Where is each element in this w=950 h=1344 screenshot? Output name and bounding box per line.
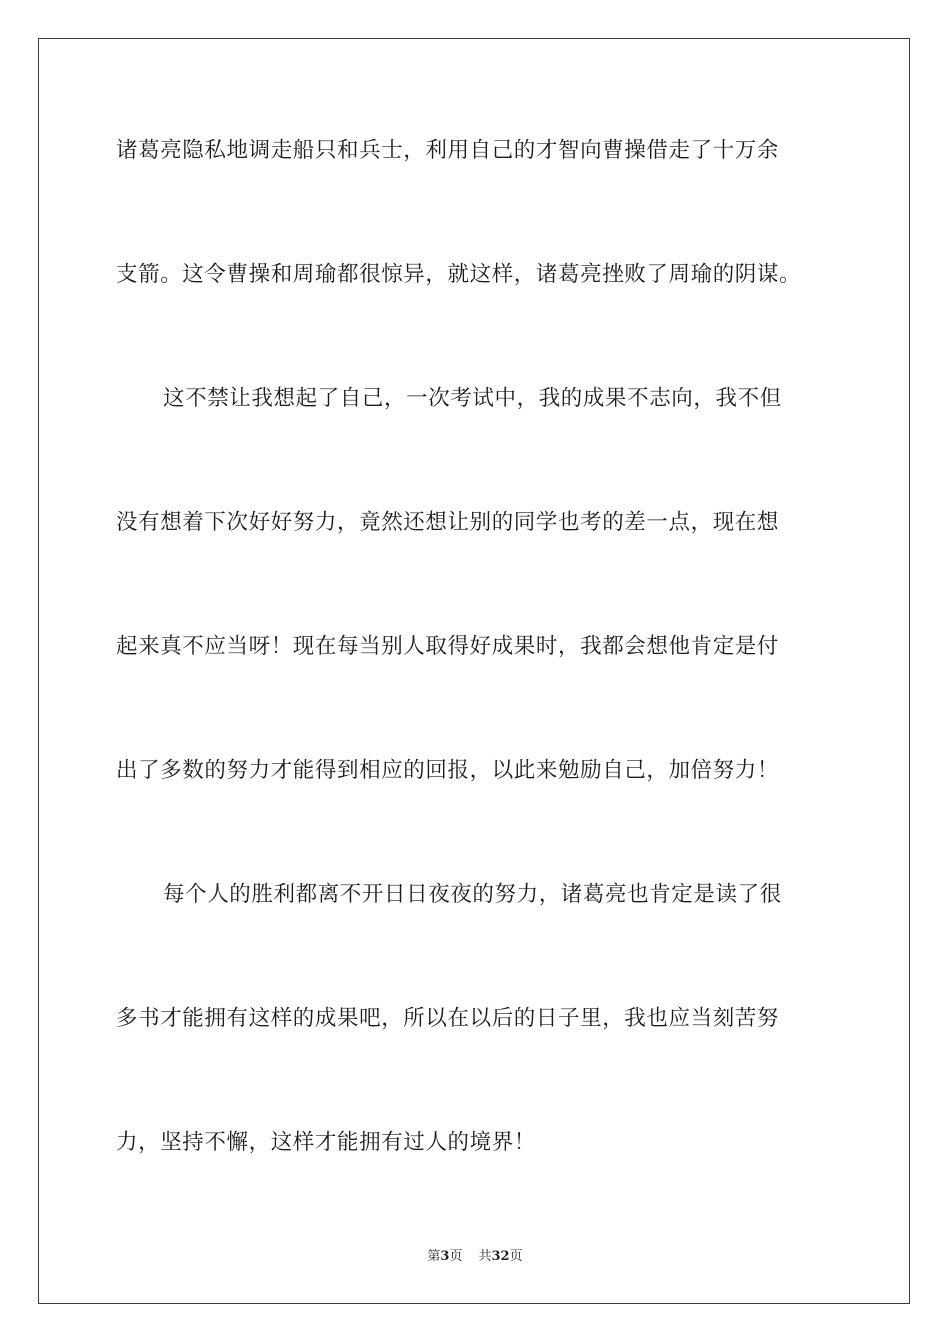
page-footer: [0, 1248, 950, 1266]
paragraph-line-9: 力，坚持不懈，这样才能拥有过人的境界！: [116, 1130, 536, 1155]
total-pages: 32: [491, 1249, 510, 1264]
paragraph-line-1: 诸葛亮隐私地调走船只和兵士，利用自己的才智向曹操借走了十万余: [116, 138, 780, 163]
page-label-suffix: 页: [449, 1249, 463, 1264]
paragraph-line-8: 多书才能拥有这样的成果吧，所以在以后的日子里，我也应当刻苦努: [116, 1006, 780, 1031]
total-label-prefix: 共: [478, 1249, 492, 1264]
paragraph-line-7: 每个人的胜利都离不开日日夜夜的努力，诸葛亮也肯定是读了很: [163, 882, 782, 907]
paragraph-line-3: 这不禁让我想起了自己，一次考试中，我的成果不志向，我不但: [163, 386, 782, 411]
page-border: [38, 38, 910, 1304]
page-label-prefix: 第: [427, 1249, 441, 1264]
paragraph-line-2: 支箭。这令曹操和周瑜都很惊异，就这样，诸葛亮挫败了周瑜的阴谋。: [116, 262, 802, 287]
paragraph-line-6: 出了多数的努力才能得到相应的回报，以此来勉励自己，加倍努力！: [116, 758, 780, 783]
paragraph-line-4: 没有想着下次好好努力，竟然还想让别的同学也考的差一点，现在想: [116, 510, 780, 535]
paragraph-line-5: 起来真不应当呀！现在每当别人取得好成果时，我都会想他肯定是付: [116, 634, 780, 659]
page-number: 3: [440, 1249, 450, 1264]
total-label-suffix: 页: [509, 1249, 523, 1264]
